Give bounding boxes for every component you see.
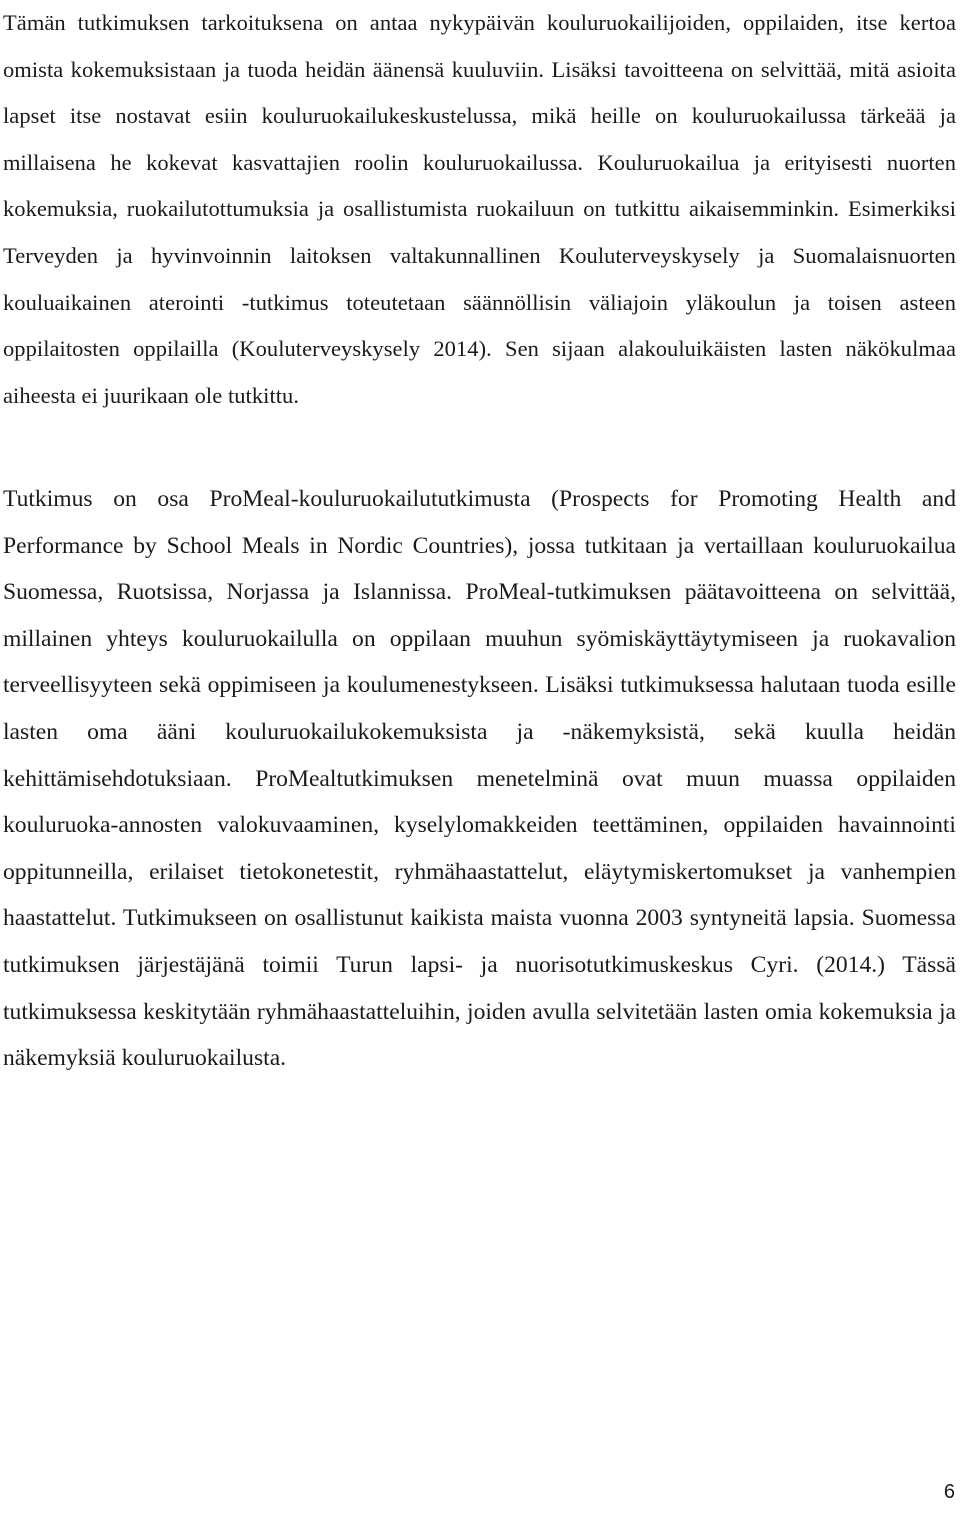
body-paragraph-1: Tämän tutkimuksen tarkoituksena on antaa nykypäivän kouluruokailijoiden, oppilaiden, itse kertoa omista kokemuksistaan ja tuoda heidän äänensä kuuluviin. Lisäksi tavoitteena on selvittää, mitä asioita lapset itse nostavat esiin kouluruokailukeskustelussa, mikä heille on kouluruokailussa tärkeää ja millaisena he kokevat kasvattajien roolin kouluruokailussa. Kouluruokailua ja erityisesti nuorten kokemuksia, ruokailutottumuksia ja osallistumista ruokailuun on tutkittu aikaisemminkin. Esimerkiksi Terveyden ja hyvinvoinnin laitoksen valtakunnallinen Kouluterveyskysely ja Suomalaisnuorten kouluaikainen aterointi -tutkimus toteutetaan säännöllisin väliajoin yläkoulun ja toisen asteen oppilaitosten oppilailla (Kouluterveyskysely 2014). Sen sijaan alakouluikäisten lasten näkökulmaa aiheesta ei juurikaan ole tutkittu. xyxy=(3,10,956,408)
body-paragraph-2: Tutkimus on osa ProMeal-kouluruokailututkimusta (Prospects for Promoting Health and Performance by School Meals in Nordic Countries), jossa tutkitaan ja vertaillaan kouluruokailua Suomessa, Ruotsissa, Norjassa ja Islannissa. ProMeal-tutkimuksen päätavoitteena on selvittää, millainen yhteys kouluruokailulla on oppilaan muuhun syömiskäyttäytymiseen ja ruokavalion terveellisyyteen sekä oppimiseen ja koulumenestykseen. Lisäksi tutkimuksessa halutaan tuoda esille lasten oma ääni kouluruokailukokemuksista ja -näkemyksistä, sekä kuulla heidän kehittämisehdotuksiaan. ProMealtutkimuksen menetelminä ovat muun muassa oppilaiden kouluruoka-annosten valokuvaaminen, kyselylomakkeiden teettäminen, oppilaiden havainnointi oppitunneilla, erilaiset tietokonetestit, ryhmähaastattelut, eläytymiskertomukset ja vanhempien haastattelut. Tutkimukseen on osallistunut kaikista maista vuonna 2003 syntyneitä lapsia. Suomessa tutkimuksen järjestäjänä toimii Turun lapsi- ja nuorisotutkimuskeskus Cyri. (2014.) Tässä tutkimuksessa keskitytään ryhmähaastatteluihin, joiden avulla selvitetään lasten omia kokemuksia ja näkemyksiä kouluruokailusta. xyxy=(3,486,956,1072)
page-number: 6 xyxy=(943,1481,955,1503)
